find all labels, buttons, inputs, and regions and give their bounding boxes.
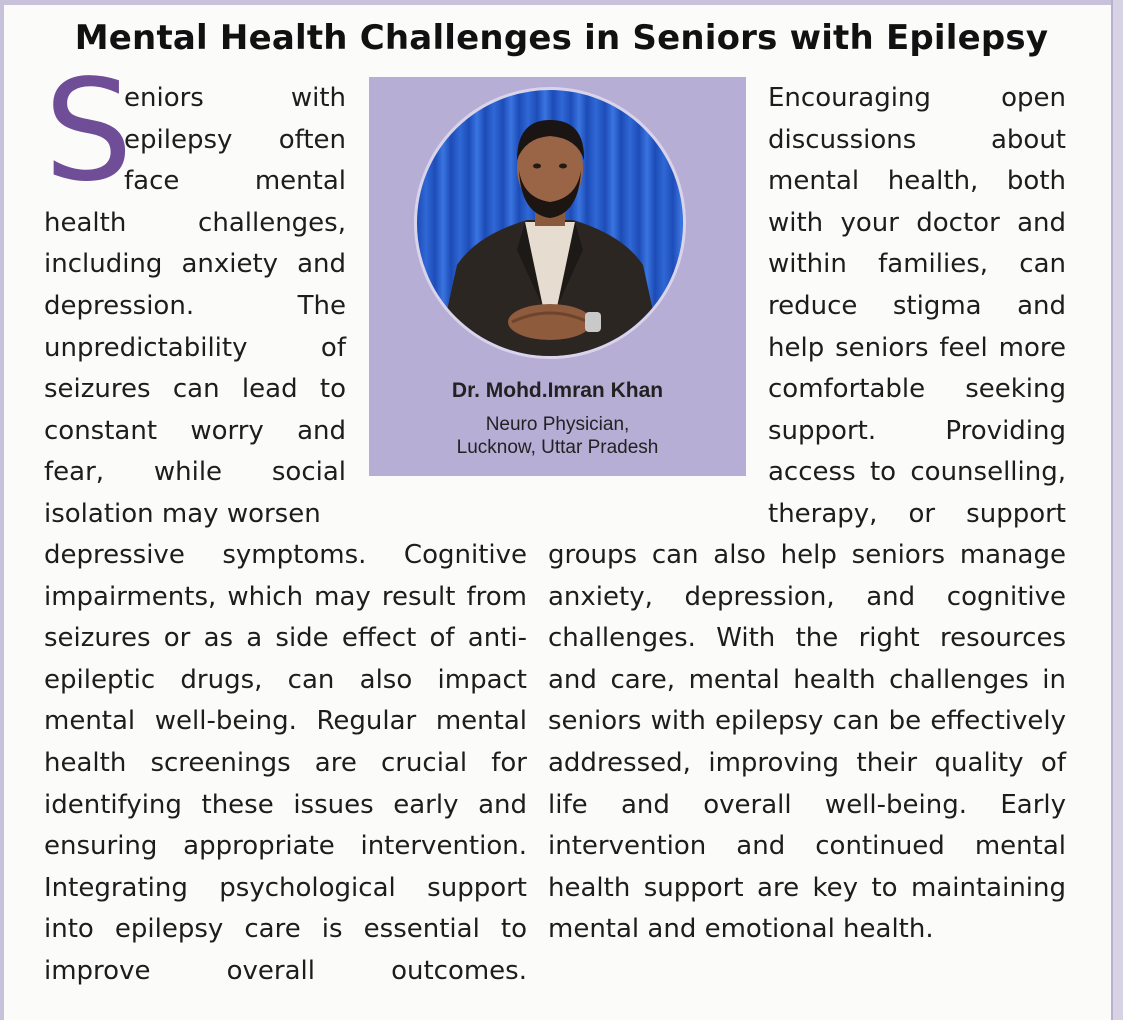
text-line: depression. The: [44, 290, 346, 321]
text-line: therapy, or support: [768, 498, 1066, 529]
text-line: discussions about: [768, 124, 1066, 155]
text-line: seizures or as a side effect of anti-: [44, 623, 527, 654]
text-line: health support are key to maintaining: [548, 872, 1066, 903]
text-line: unpredictability of: [44, 332, 346, 363]
text-line: access to counselling,: [768, 457, 1066, 488]
text-line: seniors with epilepsy can be effectively: [548, 706, 1066, 737]
text-line: mental health, both: [768, 166, 1066, 197]
right-column-lower: [548, 535, 1066, 951]
text-line: face mental: [124, 166, 346, 197]
text-line: challenges. With the right resources: [548, 623, 1066, 654]
right-column-upper: [768, 78, 1066, 536]
text-line: epileptic drugs, can also impact: [44, 664, 527, 695]
text-line: help seniors feel more: [768, 332, 1066, 363]
author-photo-card: [369, 77, 746, 476]
text-line: support. Providing: [768, 415, 1066, 446]
text-line: improve overall outcomes.: [44, 955, 527, 986]
doctor-role-location: Lucknow, Uttar Pradesh: [456, 437, 659, 458]
left-column-upper: [44, 78, 346, 536]
text-line: addressed, improving their quality of: [548, 747, 1066, 778]
page-frame-top: [0, 0, 1123, 5]
text-line: impairments, which may result from: [44, 581, 527, 612]
text-line: health challenges,: [44, 207, 346, 238]
text-line: depressive symptoms. Cognitive: [44, 540, 527, 570]
text-line: groups can also help seniors manage: [548, 540, 1066, 570]
text-line: intervention and continued mental: [548, 831, 1066, 862]
doctor-portrait-image: [414, 87, 686, 359]
text-line: comfortable seeking: [768, 374, 1066, 405]
left-column-lower: [44, 535, 527, 993]
text-line: into epilepsy care is essential to: [44, 914, 527, 945]
text-line: identifying these issues early and: [44, 789, 527, 820]
text-line: constant worry and: [44, 415, 346, 446]
doctor-name: Dr. Mohd.Imran Khan: [451, 379, 664, 402]
text-line: anxiety, depression, and cognitive: [548, 581, 1066, 612]
text-line: mental and emotional health.: [548, 914, 934, 945]
text-line: with your doctor and: [768, 207, 1066, 238]
drop-cap: S: [44, 50, 133, 213]
text-line: fear, while social: [44, 457, 346, 488]
doctor-role-title: Neuro Physician,: [485, 414, 630, 435]
text-line: including anxiety and: [44, 249, 346, 280]
text-line: health screenings are crucial for: [44, 747, 527, 778]
text-line: seizures can lead to: [44, 374, 346, 405]
text-line: mental well-being. Regular mental: [44, 706, 527, 737]
text-line: Encouraging open: [768, 83, 1066, 113]
doctor-role: [369, 413, 746, 459]
page-frame-left: [0, 0, 4, 1020]
text-line: within families, can: [768, 249, 1066, 280]
page-scroll-edge: [1111, 0, 1123, 1020]
text-line: ensuring appropriate intervention.: [44, 831, 527, 862]
text-line: and care, mental health challenges in: [548, 664, 1066, 695]
text-line: isolation may worsen: [44, 498, 321, 529]
article-title: Mental Health Challenges in Seniors with Epilepsy: [74, 18, 1049, 58]
text-line: Integrating psychological support: [44, 872, 527, 903]
text-line: life and overall well-being. Early: [548, 789, 1066, 820]
text-line: epilepsy often: [124, 124, 346, 155]
text-line: eniors with: [124, 83, 346, 113]
text-line: reduce stigma and: [768, 290, 1066, 321]
portrait-figure: [417, 90, 683, 356]
